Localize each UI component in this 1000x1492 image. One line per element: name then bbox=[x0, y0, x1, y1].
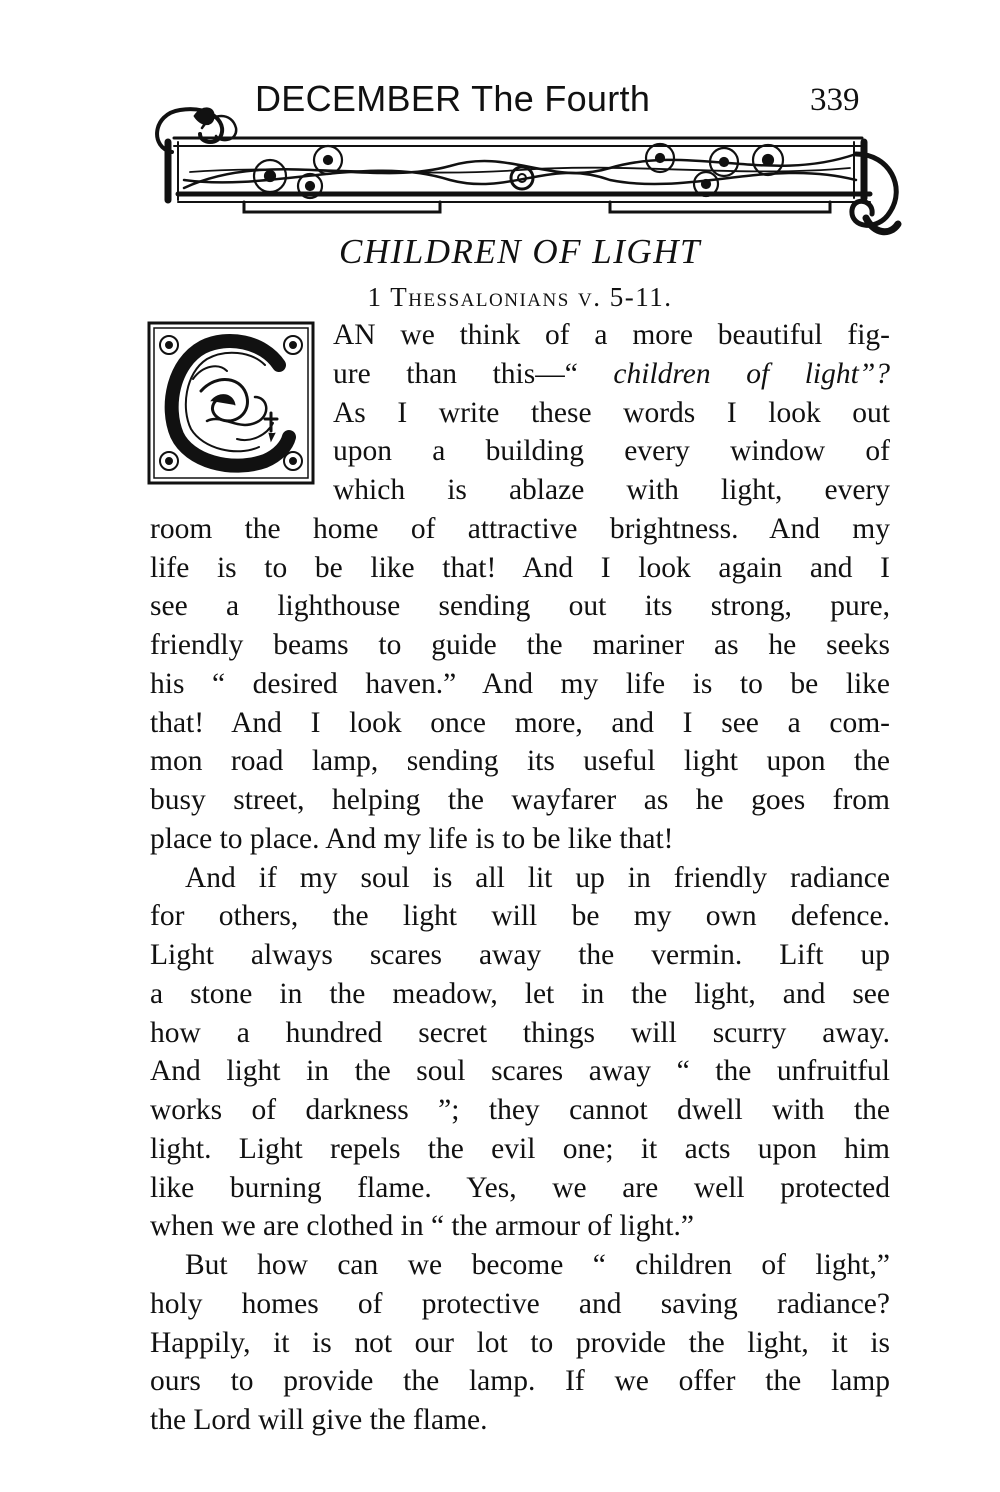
scripture-reference: 1 Thessalonians v. 5-11. bbox=[367, 282, 673, 312]
running-head: DECEMBER The Fourth bbox=[255, 78, 651, 119]
text-line: room the home of attractive brightness. And my bbox=[150, 512, 890, 545]
floral-header-ornament-icon bbox=[150, 88, 902, 240]
text-line: for others, the light will be my own defence. bbox=[150, 900, 890, 933]
text-line: friendly beams to guide the mariner as he seeks bbox=[150, 629, 890, 661]
text-line: holy homes of protective and saving radiance? bbox=[150, 1287, 890, 1320]
chapter-title: CHILDREN OF LIGHT bbox=[339, 232, 701, 271]
reading-body bbox=[150, 316, 890, 1440]
text-line: And if my soul is all lit up in friendly radiance bbox=[185, 861, 890, 894]
text-line: But how can we become “ children of light,” bbox=[185, 1249, 890, 1281]
text-line: Light always scares away the vermin. Lift up bbox=[150, 939, 890, 971]
text-line: As I write these words I look out bbox=[333, 396, 890, 429]
text-line: busy street, helping the wayfarer as he goes from bbox=[150, 784, 890, 816]
text-fragment: ”? bbox=[858, 357, 890, 390]
text-fragment: ure than this—“ bbox=[333, 357, 614, 390]
text-line: see a lighthouse sending out its strong, pure, bbox=[150, 590, 890, 623]
text-line: AN we think of a more beautiful fig- bbox=[333, 319, 890, 351]
text-line: ours to provide the lamp. If we offer the lamp bbox=[150, 1365, 890, 1398]
text-line: his “ desired haven.” And my life is to be like bbox=[150, 667, 890, 700]
page-number: 339 bbox=[810, 82, 860, 118]
text-line: And light in the soul scares away “ the unfruitful bbox=[150, 1055, 890, 1088]
text-line: mon road lamp, sending its useful light upon the bbox=[150, 745, 890, 778]
text-line: upon a building every window of bbox=[333, 435, 890, 468]
text-line: life is to be like that! And I look again and I bbox=[150, 551, 890, 584]
text-line: a stone in the meadow, let in the light, and see bbox=[150, 977, 890, 1010]
text-line: Happily, it is not our lot to provide the light, it is bbox=[150, 1326, 890, 1359]
text-line: like burning flame. Yes, we are well protected bbox=[150, 1171, 890, 1204]
text-line: that! And I look once more, and I see a com- bbox=[150, 706, 890, 739]
text-line: how a hundred secret things will scurry away. bbox=[150, 1016, 890, 1049]
text-line: place to place. And my life is to be like that! bbox=[150, 822, 674, 855]
text-line: which is ablaze with light, every bbox=[333, 474, 890, 506]
text-line: works of darkness ”; they cannot dwell with the bbox=[150, 1094, 890, 1126]
text-line bbox=[333, 355, 890, 394]
text-line: light. Light repels the evil one; it acts upon him bbox=[150, 1132, 890, 1165]
text-line: when we are clothed in “ the armour of light.” bbox=[150, 1210, 694, 1243]
text-line: the Lord will give the flame. bbox=[150, 1404, 488, 1436]
italic-phrase: children of light bbox=[613, 357, 859, 390]
